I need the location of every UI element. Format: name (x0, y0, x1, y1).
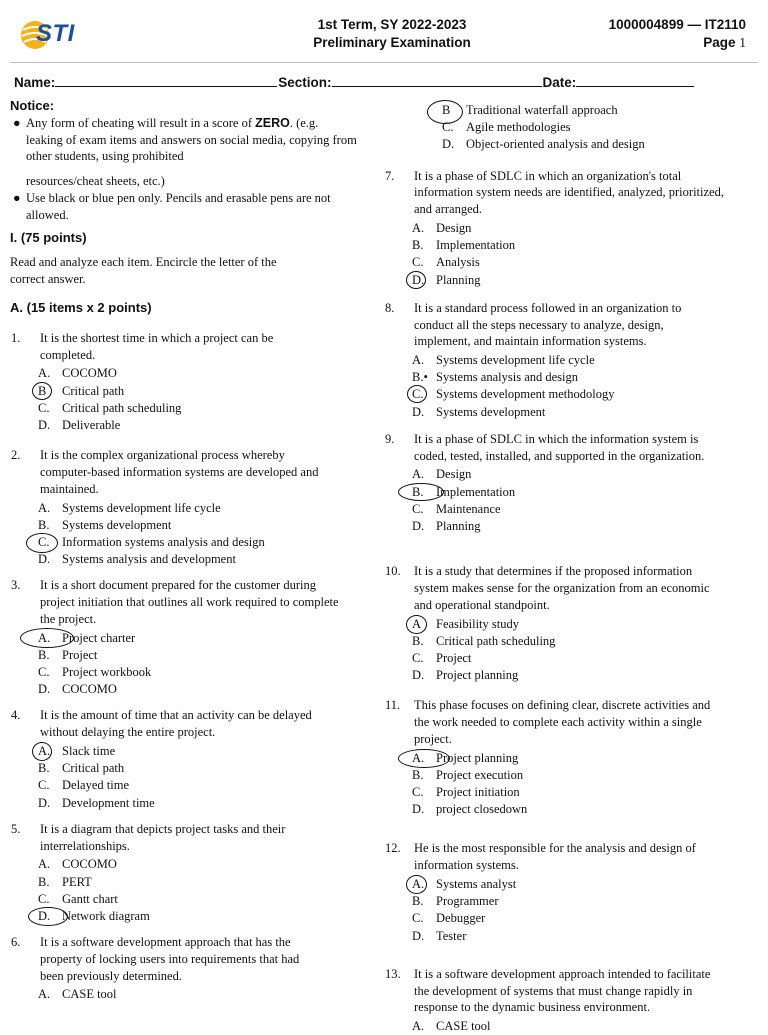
option-text: Deliverable (62, 417, 121, 432)
answer-option[interactable] (412, 369, 764, 386)
option-text: Design (436, 467, 472, 482)
option-text: Systems analyst (436, 877, 517, 892)
option-text: Design (436, 220, 472, 235)
option-letter: A. (38, 743, 51, 758)
option-letter: A. (412, 750, 425, 765)
answer-option[interactable] (442, 102, 764, 119)
question-text-line: He is the most responsible for the analysis and design of (414, 841, 696, 856)
option-text: Critical path (62, 761, 125, 776)
question-stem (10, 934, 386, 984)
question-text-line: property of locking users into requirements that had (40, 951, 300, 966)
question-stem (384, 300, 764, 350)
question-text-line: It is the shortest time in which a project can be (40, 330, 274, 345)
answer-options (38, 743, 386, 812)
option-letter: B. (412, 894, 424, 909)
left-column (10, 96, 386, 1004)
bullet-icon: ● (13, 115, 21, 130)
answer-option[interactable] (412, 501, 764, 518)
question-text-line: It is the complex organizational process whereby (40, 448, 285, 463)
right-column (384, 102, 764, 1035)
answer-option[interactable] (38, 383, 386, 400)
question-2 (10, 447, 386, 568)
option-text: Project execution (436, 767, 524, 782)
question-number: 2. (11, 448, 21, 463)
zero-emphasis: ZERO (255, 115, 290, 130)
option-letter: C. (412, 911, 424, 926)
option-text: COCOMO (62, 366, 117, 381)
question-text-line: project initiation that outlines all work required to complete (40, 595, 339, 610)
answer-option[interactable] (442, 119, 764, 136)
answer-option[interactable] (412, 616, 764, 633)
option-letter: C. (38, 891, 50, 906)
question-text-line: maintained. (40, 481, 99, 496)
section-field[interactable] (332, 73, 542, 87)
questions-right (384, 102, 764, 1035)
exam-header-code (609, 16, 746, 52)
question-text-line: It is a short document prepared for the customer during (40, 578, 316, 593)
answer-circle-mark-icon (20, 628, 74, 648)
question-6 (10, 934, 386, 1004)
option-letter: B. (412, 767, 424, 782)
answer-option[interactable] (412, 650, 764, 667)
term-label: 1st Term, SY 2022-2023 (317, 17, 467, 32)
answer-option[interactable] (412, 801, 764, 818)
option-text: Analysis (436, 255, 480, 270)
question-stem (10, 447, 386, 497)
option-text: Critical path scheduling (436, 633, 556, 648)
answer-option[interactable] (38, 777, 386, 794)
answer-option[interactable] (38, 986, 386, 1003)
question-text-line: It is a study that determines if the proposed information (414, 564, 693, 579)
option-text: Systems analysis and design (436, 370, 579, 385)
option-letter: A. (412, 353, 425, 368)
answer-option[interactable] (38, 500, 386, 517)
option-text: Maintenance (436, 501, 501, 516)
option-text: Critical path scheduling (62, 400, 182, 415)
option-letter: C. (412, 255, 424, 270)
answer-option[interactable] (412, 910, 764, 927)
option-letter: A. (38, 987, 51, 1002)
option-text: Systems development (436, 404, 546, 419)
page-label: Page (703, 35, 736, 50)
question-number: 12. (385, 841, 401, 856)
notice-line: other students, using prohibited (26, 149, 184, 164)
bullet-icon: ● (13, 190, 21, 205)
option-text: Systems development life cycle (62, 500, 221, 515)
question-text-line: system makes sense for the organization from an economic (414, 580, 710, 595)
question-text-line: without delaying the entire project. (40, 725, 216, 740)
answer-option[interactable] (412, 928, 764, 945)
question-3 (10, 577, 386, 698)
notice-bullet-cheating (10, 115, 386, 190)
option-letter: A. (412, 877, 425, 892)
question-number: 11. (385, 698, 401, 713)
option-text: Systems analysis and development (62, 552, 236, 567)
question-1 (10, 330, 386, 434)
option-letter: A. (38, 366, 51, 381)
option-text: Implementation (436, 238, 516, 253)
question-text-line: completed. (40, 347, 96, 362)
notice-text: . (e.g. (289, 115, 319, 130)
answer-option[interactable] (412, 750, 764, 767)
option-letter: A. (38, 857, 51, 872)
option-letter: A. (412, 220, 425, 235)
option-text: Systems development life cycle (436, 353, 595, 368)
question-text-line: and arranged. (414, 202, 483, 217)
question-number: 1. (11, 330, 21, 345)
answer-circle-mark-icon (32, 742, 52, 761)
option-text: Critical path (62, 383, 125, 398)
option-letter: A. (412, 1019, 425, 1034)
answer-option[interactable] (412, 272, 764, 289)
answer-option[interactable] (412, 254, 764, 271)
option-text: CASE tool (436, 1019, 491, 1034)
answer-option[interactable] (38, 517, 386, 534)
question-text-line: project. (414, 731, 452, 746)
answer-option[interactable] (38, 760, 386, 777)
answer-options (412, 750, 764, 819)
option-letter: D. (38, 552, 51, 567)
question-10 (384, 563, 764, 684)
option-letter: C. (38, 778, 50, 793)
question-text-line: coded, tested, installed, and supported in the organization. (414, 448, 705, 463)
question-text-line: the work needed to complete each activity within a single (414, 715, 702, 730)
notice-line (26, 115, 386, 132)
header-divider (10, 62, 758, 63)
answer-options (412, 616, 764, 685)
question-text-line: information systems. (414, 858, 519, 873)
question-number: 5. (11, 821, 21, 836)
notice-line: leaking of exam items and answers on social media, copying from (26, 132, 357, 147)
option-text: Implementation (436, 484, 516, 499)
answer-option[interactable] (38, 795, 386, 812)
question-text-line: computer-based information systems are developed and (40, 464, 319, 479)
question-12 (384, 840, 764, 944)
question-text-line: the development of systems that must change rapidly in (414, 983, 693, 998)
section-instructions (10, 254, 386, 288)
answer-option[interactable] (38, 856, 386, 873)
option-text: Tester (436, 928, 467, 943)
option-text: Programmer (436, 894, 499, 909)
answer-option[interactable] (412, 404, 764, 421)
option-letter: B. (38, 761, 50, 776)
option-letter: B. (38, 874, 50, 889)
option-letter: C. (412, 387, 424, 402)
answer-circle-mark-icon (406, 875, 427, 894)
option-letter: D. (412, 272, 425, 287)
question-stem (384, 966, 764, 1016)
question-text-line: It is a software development approach that has the (40, 935, 291, 950)
question-4 (10, 707, 386, 811)
course-code: 1000004899 — IT2110 (608, 17, 746, 32)
question-7 (384, 168, 764, 289)
answer-circle-mark-icon (28, 907, 68, 926)
question-text-line: conduct all the steps necessary to analyze, design, (414, 317, 664, 332)
option-letter: B (442, 103, 451, 117)
section-title: I. (75 points) (10, 229, 87, 245)
answer-option[interactable] (38, 647, 386, 664)
answer-option[interactable] (38, 365, 386, 382)
answer-option[interactable] (412, 466, 764, 483)
answer-circle-mark-icon (398, 483, 444, 501)
option-text: Object-oriented analysis and design (466, 137, 645, 152)
date-field[interactable] (576, 73, 694, 87)
option-text: Planning (436, 272, 481, 287)
option-letter: A. (412, 467, 425, 482)
answer-option[interactable] (412, 484, 764, 501)
question-text-line: implement, and maintain information systems. (414, 334, 647, 349)
answer-circle-mark-icon (26, 533, 58, 553)
question-text-line: interrelationships. (40, 838, 130, 853)
option-text: CASE tool (62, 987, 117, 1002)
option-letter: D. (38, 417, 51, 432)
option-letter: D. (412, 519, 425, 533)
option-letter: C. (442, 120, 454, 135)
answer-options (442, 102, 764, 154)
question-number: 7. (385, 168, 395, 183)
notice-line: resources/cheat sheets, etc.) (26, 174, 165, 189)
option-letter: D. (412, 802, 425, 817)
answer-option[interactable] (38, 551, 386, 568)
option-letter: D. (412, 668, 425, 683)
question-number: 10. (385, 564, 401, 579)
option-letter: C. (38, 665, 50, 680)
option-letter: D. (38, 682, 51, 697)
answer-option[interactable] (38, 534, 386, 551)
option-letter: D. (412, 928, 425, 943)
answer-options (38, 986, 386, 1003)
answer-option[interactable] (412, 784, 764, 801)
option-text: Debugger (436, 911, 486, 926)
question-11 (384, 697, 764, 818)
question-number: 6. (11, 935, 21, 950)
question-stem (384, 563, 764, 613)
student-info-row (14, 73, 754, 90)
question-text-line: and operational standpoint. (414, 597, 550, 612)
date-label: Date: (542, 75, 577, 90)
option-letter: A (412, 616, 422, 631)
answer-option[interactable] (412, 237, 764, 254)
answer-option[interactable] (412, 386, 764, 403)
sti-logo-text: STI (36, 20, 75, 47)
question-text-line: the project. (40, 611, 97, 626)
question-stem (384, 431, 764, 465)
option-letter: B. (412, 238, 424, 253)
option-text: Feasibility study (436, 616, 519, 631)
notice-line: Use black or blue pen only. Pencils and erasable pens are not (26, 190, 331, 205)
answer-option[interactable] (38, 681, 386, 698)
question-stem (10, 577, 386, 627)
option-text: Project workbook (62, 665, 152, 680)
question-13 (384, 966, 764, 1035)
question-number: 4. (11, 708, 21, 723)
option-letter: B. (412, 484, 424, 499)
option-text: Gantt chart (62, 891, 118, 906)
option-letter: A. (38, 630, 51, 645)
answer-option[interactable] (38, 400, 386, 417)
answer-option[interactable] (38, 630, 386, 647)
option-text: Development time (62, 795, 155, 810)
answer-option[interactable] (38, 417, 386, 434)
question-text-line: It is the amount of time that an activity can be delayed (40, 708, 312, 723)
option-text: Slack time (62, 743, 116, 758)
option-letter: B. (412, 633, 424, 648)
answer-option[interactable] (412, 1018, 764, 1035)
option-text: project closedown (436, 802, 528, 817)
exam-header-title (250, 16, 534, 52)
option-letter: D. (38, 795, 51, 810)
answer-option[interactable] (412, 876, 764, 893)
answer-options (412, 1018, 764, 1035)
option-text: Agile methodologies (466, 120, 571, 135)
question-text-line: It is a diagram that depicts project tasks and their (40, 821, 286, 836)
question-8 (384, 300, 764, 421)
instruction-line: Read and analyze each item. Encircle the letter of the (10, 255, 277, 270)
section-label: Section: (278, 75, 332, 90)
question-stem (10, 330, 386, 364)
answer-option[interactable] (38, 743, 386, 760)
answer-option[interactable] (412, 667, 764, 684)
question-number: 8. (385, 300, 395, 315)
option-text: Traditional waterfall approach (466, 103, 618, 117)
answer-circle-mark-icon (406, 615, 427, 634)
question-number: 13. (385, 966, 401, 981)
question-text-line: It is a software development approach intended to facilitate (414, 966, 711, 981)
answer-circle-mark-icon (32, 382, 52, 400)
name-label: Name: (14, 75, 56, 90)
answer-options (38, 856, 386, 925)
question-number: 3. (11, 578, 21, 593)
notice-bullet-pen (10, 190, 386, 224)
answer-option[interactable] (38, 891, 386, 908)
option-letter: B.• (412, 370, 428, 385)
option-text: COCOMO (62, 682, 117, 697)
option-letter: C. (412, 650, 424, 665)
option-letter: A. (38, 500, 51, 515)
option-letter: B. (38, 647, 50, 662)
answer-option[interactable] (442, 136, 764, 153)
option-letter: C. (38, 400, 50, 415)
answer-option[interactable] (38, 874, 386, 891)
option-text: Project planning (436, 750, 519, 765)
answer-options (412, 876, 764, 945)
question-text-line: It is a standard process followed in an organization to (414, 300, 682, 315)
answer-option[interactable] (412, 633, 764, 650)
answer-circle-mark-icon (406, 271, 426, 289)
answer-options (38, 630, 386, 699)
answer-options (38, 365, 386, 434)
option-text: Information systems analysis and design (62, 534, 265, 549)
option-letter: B. (38, 517, 50, 532)
answer-option[interactable] (38, 908, 386, 925)
option-letter: B (38, 383, 47, 398)
answer-option[interactable] (412, 220, 764, 237)
answer-option[interactable] (412, 518, 764, 535)
answer-options (38, 500, 386, 569)
option-text: Network diagram (62, 908, 150, 923)
part-a-title: A. (15 items x 2 points) (10, 299, 152, 315)
option-text: PERT (62, 874, 92, 889)
option-text: Project charter (62, 630, 136, 645)
question-stem (10, 707, 386, 741)
option-letter: D. (412, 404, 425, 419)
instruction-line: correct answer. (10, 272, 86, 287)
answer-circle-mark-icon (398, 749, 450, 768)
notice-line: allowed. (26, 207, 69, 222)
questions-left (10, 330, 386, 1004)
page-number: 1 (739, 35, 746, 50)
question-9 (384, 431, 764, 535)
question-stem (10, 821, 386, 855)
name-field[interactable] (55, 73, 277, 87)
question-text-line: response to the dynamic business environment. (414, 1000, 651, 1015)
answer-options (412, 466, 764, 535)
answer-options (412, 220, 764, 289)
option-text: Project (436, 650, 472, 665)
option-letter: C. (38, 534, 50, 549)
question-number: 9. (385, 431, 395, 446)
answer-options (412, 352, 764, 421)
option-text: Project (62, 647, 98, 662)
answer-option[interactable] (38, 664, 386, 681)
option-text: COCOMO (62, 857, 117, 872)
question-text-line: been previously determined. (40, 968, 182, 983)
question-6 (384, 102, 764, 154)
answer-option[interactable] (412, 352, 764, 369)
option-text: Project planning (436, 668, 519, 683)
option-letter: D. (442, 137, 455, 152)
question-text-line: It is a phase of SDLC in which the information system is (414, 431, 699, 446)
page-indicator (609, 34, 746, 52)
option-text: Systems development methodology (436, 387, 615, 402)
option-letter: C. (412, 501, 424, 516)
option-text: Project initiation (436, 785, 520, 800)
exam-label: Preliminary Examination (313, 35, 471, 50)
question-text-line: information system needs are identified, analyzed, prioritized, (414, 185, 724, 200)
question-stem (384, 168, 764, 218)
question-stem (384, 697, 764, 747)
option-text: Systems development (62, 517, 172, 532)
notice-title: Notice: (10, 98, 55, 113)
option-letter: D. (38, 908, 51, 923)
answer-option[interactable] (412, 767, 764, 784)
notice-text: Any form of cheating will result in a score of (26, 115, 256, 130)
question-5 (10, 821, 386, 925)
question-text-line: It is a phase of SDLC in which an organization's total (414, 168, 682, 183)
question-text-line: This phase focuses on defining clear, discrete activities and (414, 698, 711, 713)
question-stem (384, 840, 764, 874)
answer-option[interactable] (412, 893, 764, 910)
option-letter: C. (412, 785, 424, 800)
option-text: Planning (436, 519, 481, 533)
option-text: Delayed time (62, 778, 129, 793)
